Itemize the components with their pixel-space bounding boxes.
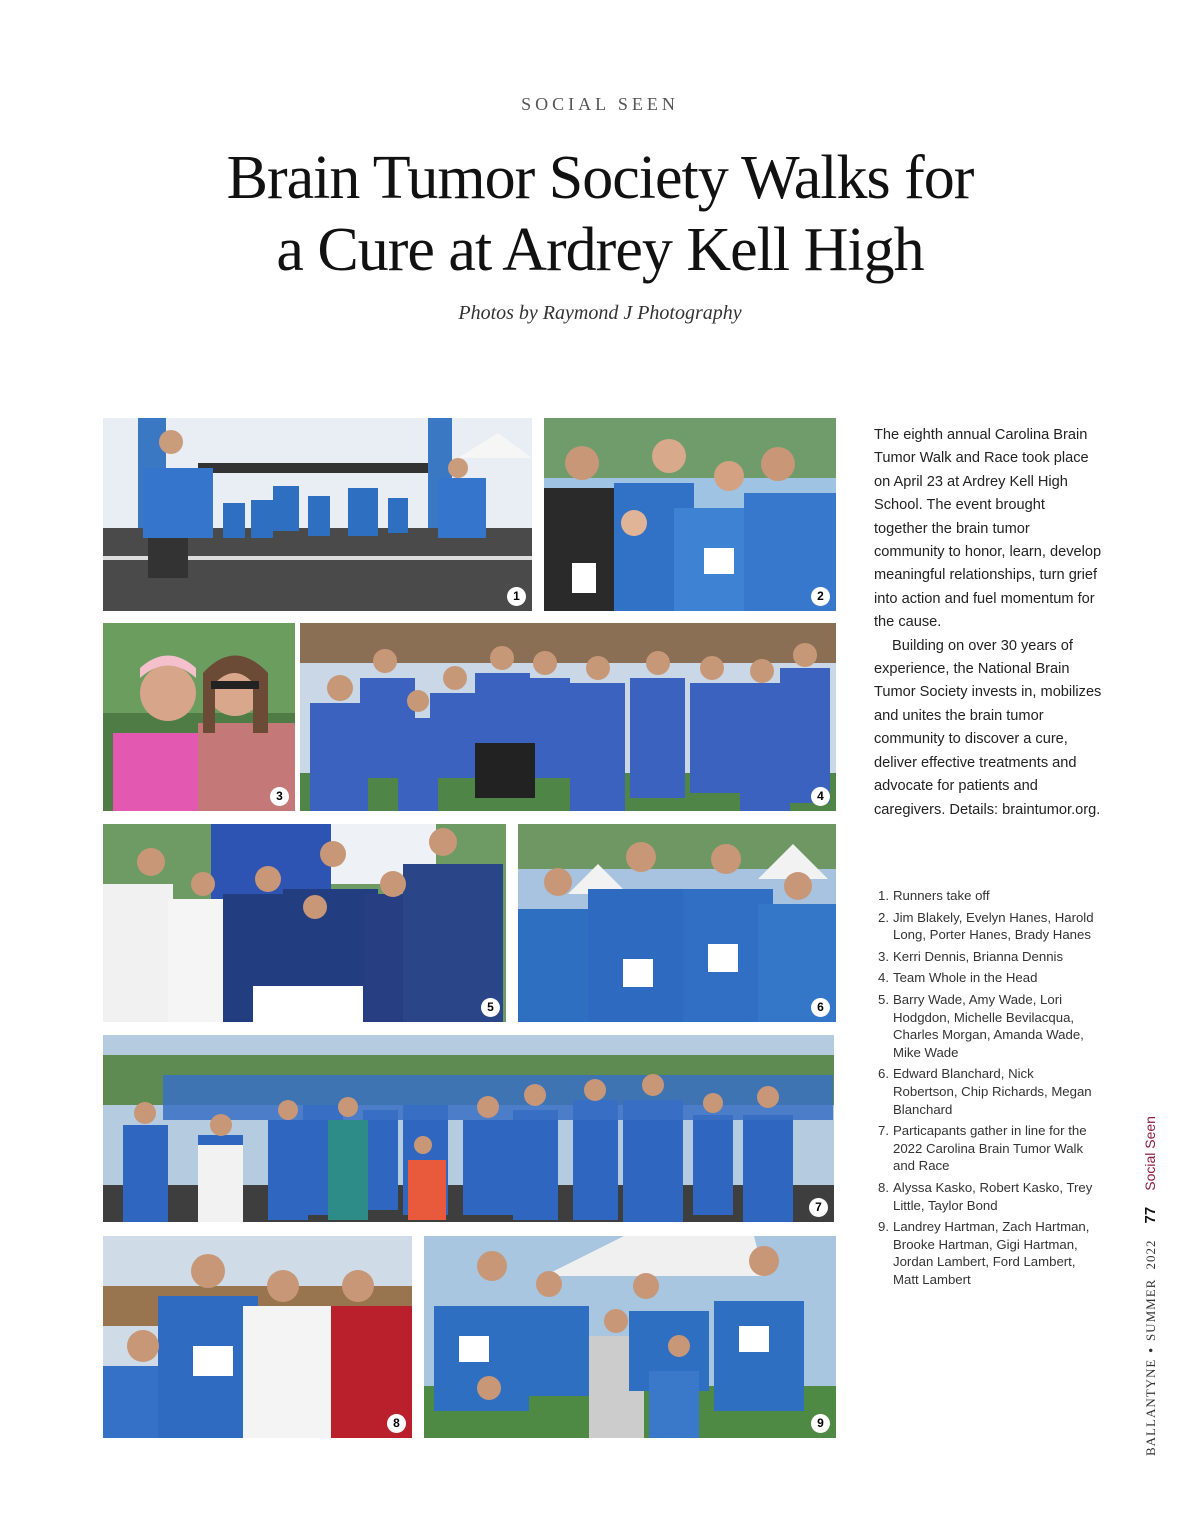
photo-number-badge: 9 [811,1414,830,1433]
photo-5-group [103,824,506,1022]
article-paragraph: The eighth annual Carolina Brain Tumor Walk and Race took place on April 23 at Ardrey Kell High School. The event brought together the brain tumor community to honor, learn, develop meaningful relationships, turn grief into action and fuel momentum for the cause. [874,427,1102,631]
photo-8-image [103,1236,412,1438]
caption-item [878,1065,1096,1118]
caption-text: Kerri Dennis, Brianna Dennis [893,948,1064,964]
folio-section: Social Seen [1142,1116,1158,1191]
caption-item [878,948,1096,966]
caption-number: 9. [878,1219,889,1235]
photo-2-group [544,418,836,611]
caption-text: Team Whole in the Head [893,970,1038,986]
folio-page-number: 77 [1142,1206,1159,1224]
caption-item [878,991,1096,1061]
photo-number-badge: 6 [811,998,830,1017]
photo-number-badge: 5 [481,998,500,1017]
photo-credit: Photos by Raymond J Photography [458,302,742,324]
headline-line-2: a Cure at Ardrey Kell High [276,216,924,284]
photo-9-image [424,1236,836,1438]
caption-number: 7. [878,1123,889,1139]
photo-4-image [300,623,836,811]
caption-item [878,909,1096,944]
folio-season: SUMMER [1143,1278,1158,1342]
caption-item [878,1179,1096,1214]
photo-1-image [103,418,532,611]
caption-number: 8. [878,1179,889,1195]
photo-9-group [424,1236,836,1438]
photo-captions [878,887,1096,1292]
article-body [874,424,1102,822]
caption-text: Jim Blakely, Evelyn Hanes, Harold Long, Porter Hanes, Brady Hanes [893,909,1094,943]
caption-number: 5. [878,991,889,1007]
caption-item [878,969,1096,987]
photo-7-image [103,1035,834,1222]
headline-line-1: Brain Tumor Society Walks for [226,144,974,212]
photo-number-badge: 1 [507,587,526,606]
photo-3-pair [103,623,295,811]
photo-1-runners [103,418,532,611]
photo-2-image [544,418,836,611]
folio-publication: BALLANTYNE [1143,1358,1158,1456]
caption-text: Landrey Hartman, Zach Hartman, Brooke Hartman, Gigi Hartman, Jordan Lambert, Ford Lambert, Matt Lambert [893,1219,1090,1287]
folio-year: 2022 [1143,1239,1158,1270]
photo-3-image [103,623,295,811]
folio-separator: • [1143,1347,1158,1353]
caption-item [878,1122,1096,1175]
caption-number: 2. [878,909,889,925]
caption-item [878,887,1096,905]
caption-text: Runners take off [893,888,990,903]
caption-text: Edward Blanchard, Nick Robertson, Chip Richards, Megan Blanchard [893,1066,1092,1117]
photo-5-image [103,824,506,1022]
photo-7-crowd [103,1035,834,1222]
caption-item [878,1218,1096,1288]
caption-number: 6. [878,1066,889,1082]
photo-4-team [300,623,836,811]
caption-text: Barry Wade, Amy Wade, Lori Hodgdon, Michelle Bevilacqua, Charles Morgan, Amanda Wade, Mike Wade [893,991,1084,1060]
caption-text: Particapants gather in line for the 2022 Carolina Brain Tumor Walk and Race [893,1123,1087,1174]
photo-6-image [518,824,836,1022]
photo-number-badge: 8 [387,1414,406,1433]
headline [150,142,1050,286]
photo-number-badge: 4 [811,787,830,806]
photo-8-group [103,1236,412,1438]
photo-number-badge: 7 [809,1198,828,1217]
caption-number: 1. [878,888,889,903]
caption-text: Alyssa Kasko, Robert Kasko, Trey Little, Taylor Bond [893,1179,1093,1213]
caption-number: 3. [878,948,889,964]
section-label: SOCIAL SEEN [521,94,679,114]
photo-number-badge: 2 [811,587,830,606]
photo-number-badge: 3 [270,787,289,806]
article-paragraph: Building on over 30 years of experience, the National Brain Tumor Society invests in, mobilizes and unites the brain tumor community to discover a cure, deliver effective treatments and advocate for patients and caregivers. Details: braintumor.org. [874,637,1102,818]
page-folio [1142,1116,1159,1456]
photo-6-group [518,824,836,1022]
caption-number: 4. [878,970,889,986]
